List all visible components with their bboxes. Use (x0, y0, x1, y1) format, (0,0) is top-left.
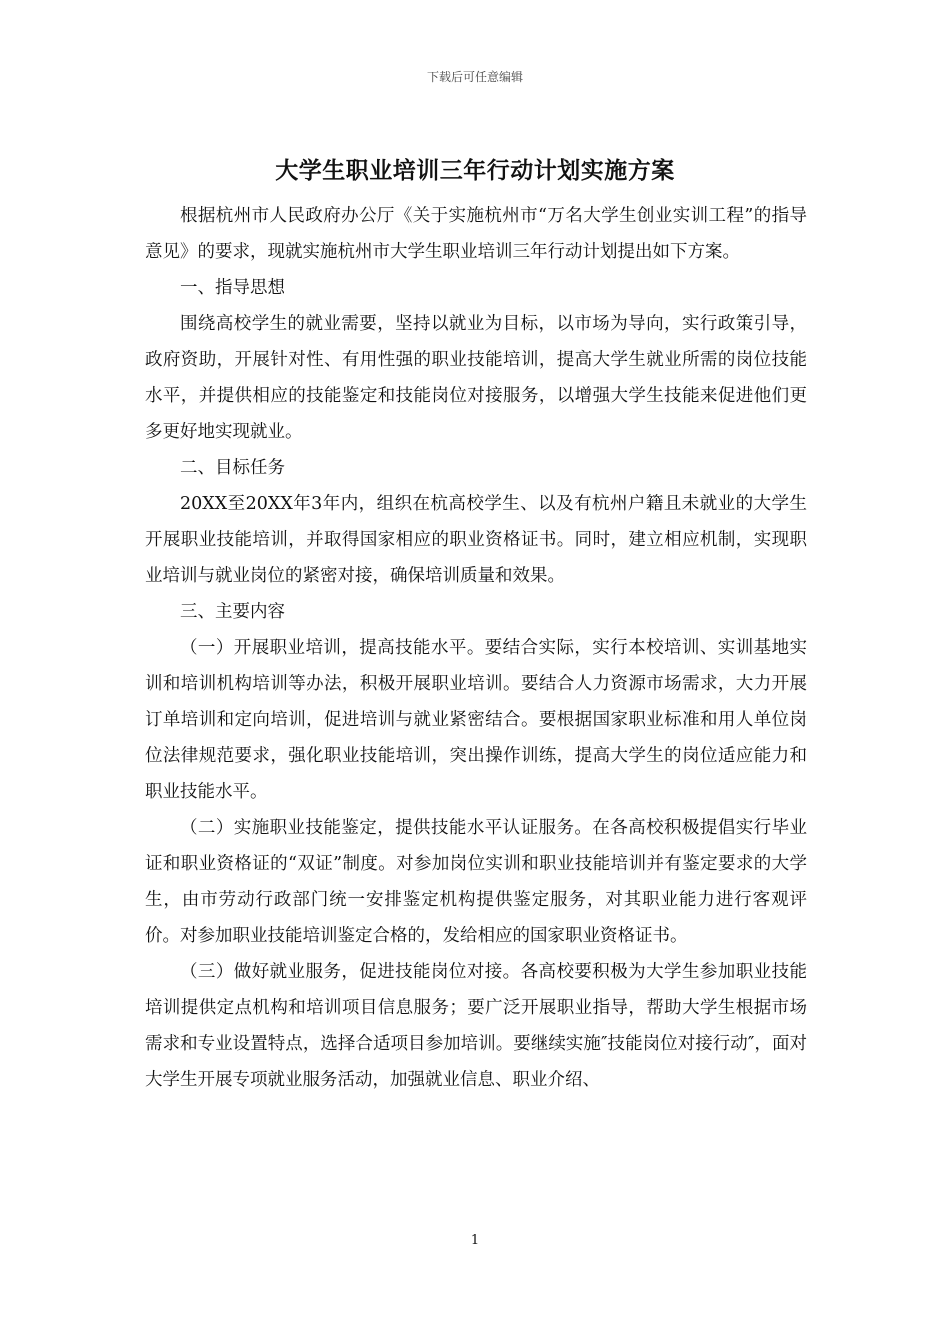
paragraph-content-item-3: （三）做好就业服务，促进技能岗位对接。各高校要积极为大学生参加职业技能培训提供定点机构和培训项目信息服务；要广泛开展职业指导，帮助大学生根据市场需求和专业设置特点，选择合适项目参加培训。要继续实施″技能岗位对接行动″，面对大学生开展专项就业服务活动，加强就业信息、职业介绍、 (145, 962, 807, 1090)
section-heading-guiding-ideology: 一、指导思想 (180, 278, 285, 298)
header-note: 下载后可任意编辑 (426, 70, 523, 84)
paragraph-content-item-1: （一）开展职业培训，提高技能水平。要结合实际，实行本校培训、实训基地实训和培训机构培训等办法，积极开展职业培训。要结合人力资源市场需求，大力开展订单培训和定向培训，促进培训与就业紧密结合。要根据国家职业标准和用人单位岗位法律规范要求，强化职业技能培训，突出操作训练，提高大学生的岗位适应能力和职业技能水平。 (145, 638, 807, 802)
paragraph-guiding-ideology: 围绕高校学生的就业需要，坚持以就业为目标，以市场为导向，实行政策引导，政府资助，开展针对性、有用性强的职业技能培训，提高大学生就业所需的岗位技能水平，并提供相应的技能鉴定和技能岗位对接服务，以增强大学生技能来促进他们更多更好地实现就业。 (145, 314, 807, 442)
section-heading-main-content: 三、主要内容 (180, 602, 285, 622)
page-number: 1 (470, 1233, 480, 1248)
intro-paragraph: 根据杭州市人民政府办公厅《关于实施杭州市“万名大学生创业实训工程”的指导意见》的要求，现就实施杭州市大学生职业培训三年行动计划提出如下方案。 (145, 206, 807, 262)
document-title: 大学生职业培训三年行动计划实施方案 (275, 157, 675, 184)
paragraph-goals-tasks: 20XX至20XX年3年内，组织在杭高校学生、以及有杭州户籍且未就业的大学生开展职业技能培训，并取得国家相应的职业资格证书。同时，建立相应机制，实现职业培训与就业岗位的紧密对接，确保培训质量和效果。 (145, 494, 807, 586)
document-body (145, 198, 807, 1098)
paragraph-content-item-2: （二）实施职业技能鉴定，提供技能水平认证服务。在各高校积极提倡实行毕业证和职业资格证的“双证”制度。对参加岗位实训和职业技能培训并有鉴定要求的大学生，由市劳动行政部门统一安排鉴定机构提供鉴定服务，对其职业能力进行客观评价。对参加职业技能培训鉴定合格的，发给相应的国家职业资格证书。 (145, 818, 807, 946)
section-heading-goals-tasks: 二、目标任务 (180, 458, 285, 478)
